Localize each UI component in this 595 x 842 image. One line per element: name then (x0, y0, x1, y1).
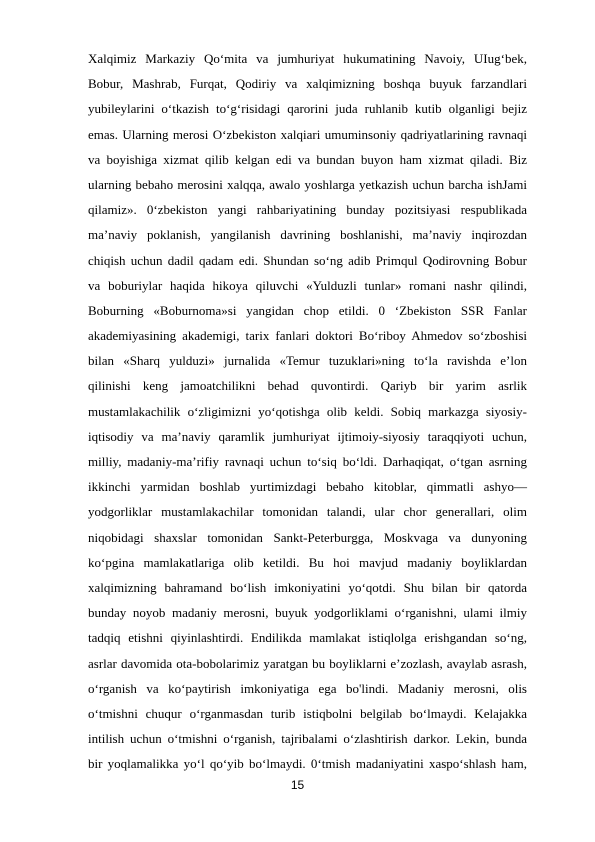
page-number: 15 (290, 778, 305, 792)
text-line: yodgorliklar mustamlakachilar tomonidan talandi, ular chor generallari, olim (88, 504, 527, 520)
text-line: iqtisodiy va ma’naviy qaramlik jumhuriyat ijtimoiy-siyosiy taraqqiyoti uchun, (88, 428, 527, 444)
text-line: ularning bebaho merosini xalqqa, awalo yoshlarga yetkazish uchun barcha ishJami (88, 176, 527, 192)
text-line: qilinishi keng jamoatchilikni behad quvontirdi. Qariyb bir yarim asrlik (88, 378, 527, 394)
text-line: milliy, madaniy-ma’rifiy ravnaqi uchun to‘siq bo‘ldi. Darhaqiqat, o‘tgan asrning (88, 454, 527, 469)
text-line: bir yoqlamalikka yo‘l qo‘yib bo‘lmaydi. 0‘tmish madaniyatini xaspo‘shlash ham, (88, 756, 527, 772)
text-line: yubileylarini o‘tkazish to‘g‘risidagi qarorini juda ruhlanib kutib olganligi bejiz (88, 101, 527, 117)
text-line: Xalqimiz Markaziy Qo‘mita va jumhuriyat hukumatining Navoiy, UIug‘bek, (88, 51, 527, 66)
text-line: ma’naviy poklanish, yangilanish davrining boshlanishi, ma’naviy inqirozdan (88, 227, 527, 243)
text-line: chiqish uchun dadil qadam edi. Shundan so‘ng adib Primqul Qodirovning Bobur (88, 252, 527, 268)
text-line: ikkinchi yarmidan boshlab yurtimizdagi bebaho kitoblar, qimmatli ashyo— (88, 479, 527, 495)
text-line: asrlar davomida ota-bobolarimiz yaratgan bu boyliklarni e’zozlash, avaylab asrash, (88, 655, 527, 671)
text-line: tadqiq etishni qiyinlashtirdi. Endilikda mamlakat istiqlolga erishgandan so‘ng, (88, 630, 527, 646)
text-line: emas. Ularning merosi O‘zbekiston xalqiari umuminsoniy qadriyatlarining ravnaqi (88, 126, 527, 142)
text-line: bilan «Sharq yulduzi» jurnalida «Temur tuzuklari»ning to‘la ravishda e’lon (88, 353, 527, 369)
text-line: xalqimizning bahramand bo‘lish imkoniyatini yo‘qotdi. Shu bilan bir qatorda (88, 579, 527, 595)
text-line: bunday noyob madaniy merosni, buyuk yodgorliklami o‘rganishni, ulami ilmiy (88, 605, 527, 621)
text-line: niqobidagi shaxslar tomonidan Sankt-Peterburgga, Moskvaga va dunyoning (88, 529, 527, 545)
text-line: o‘rganish va ko‘paytirish imkoniyatiga ega bo'lindi. Madaniy merosni, olis (88, 680, 527, 696)
text-line: akademiyasining akademigi, tarix fanlari doktori Bo‘riboy Ahmedov so‘zboshisi (88, 328, 527, 344)
text-line: ko‘pgina mamlakatlariga olib ketildi. Bu hoi mavjud madaniy boyliklardan (88, 554, 527, 570)
text-line: va boyishiga xizmat qilib kelgan edi va bundan buyon ham xizmat qiladi. Biz (88, 151, 527, 167)
text-line: qilamiz». 0‘zbekiston yangi rahbariyatining bunday pozitsiyasi respublikada (88, 202, 527, 218)
text-line: va boburiylar haqida hikoya qiluvchi «Yulduzli tunlar» romani nashr qilindi, (88, 277, 527, 293)
text-line: o‘tmishni chuqur o‘rganmasdan turib istiqbolni belgilab bo‘lmaydi. Kelajakka (88, 705, 527, 721)
text-line: mustamlakachilik o‘zligimizni yo‘qotishga olib keldi. Sobiq markazga siyosiy- (88, 403, 527, 419)
page-body-text (88, 46, 527, 776)
text-line: intilish uchun o‘tmishni o‘rganish, tajribalami o‘zlashtirish darkor. Lekin, bunda (88, 731, 527, 747)
text-line: Boburning «Boburnoma»si yangidan chop etildi. 0 ‘Zbekiston SSR Fanlar (88, 302, 527, 318)
text-line: Bobur, Mashrab, Furqat, Qodiriy va xalqimizning boshqa buyuk farzandlari (88, 76, 527, 92)
